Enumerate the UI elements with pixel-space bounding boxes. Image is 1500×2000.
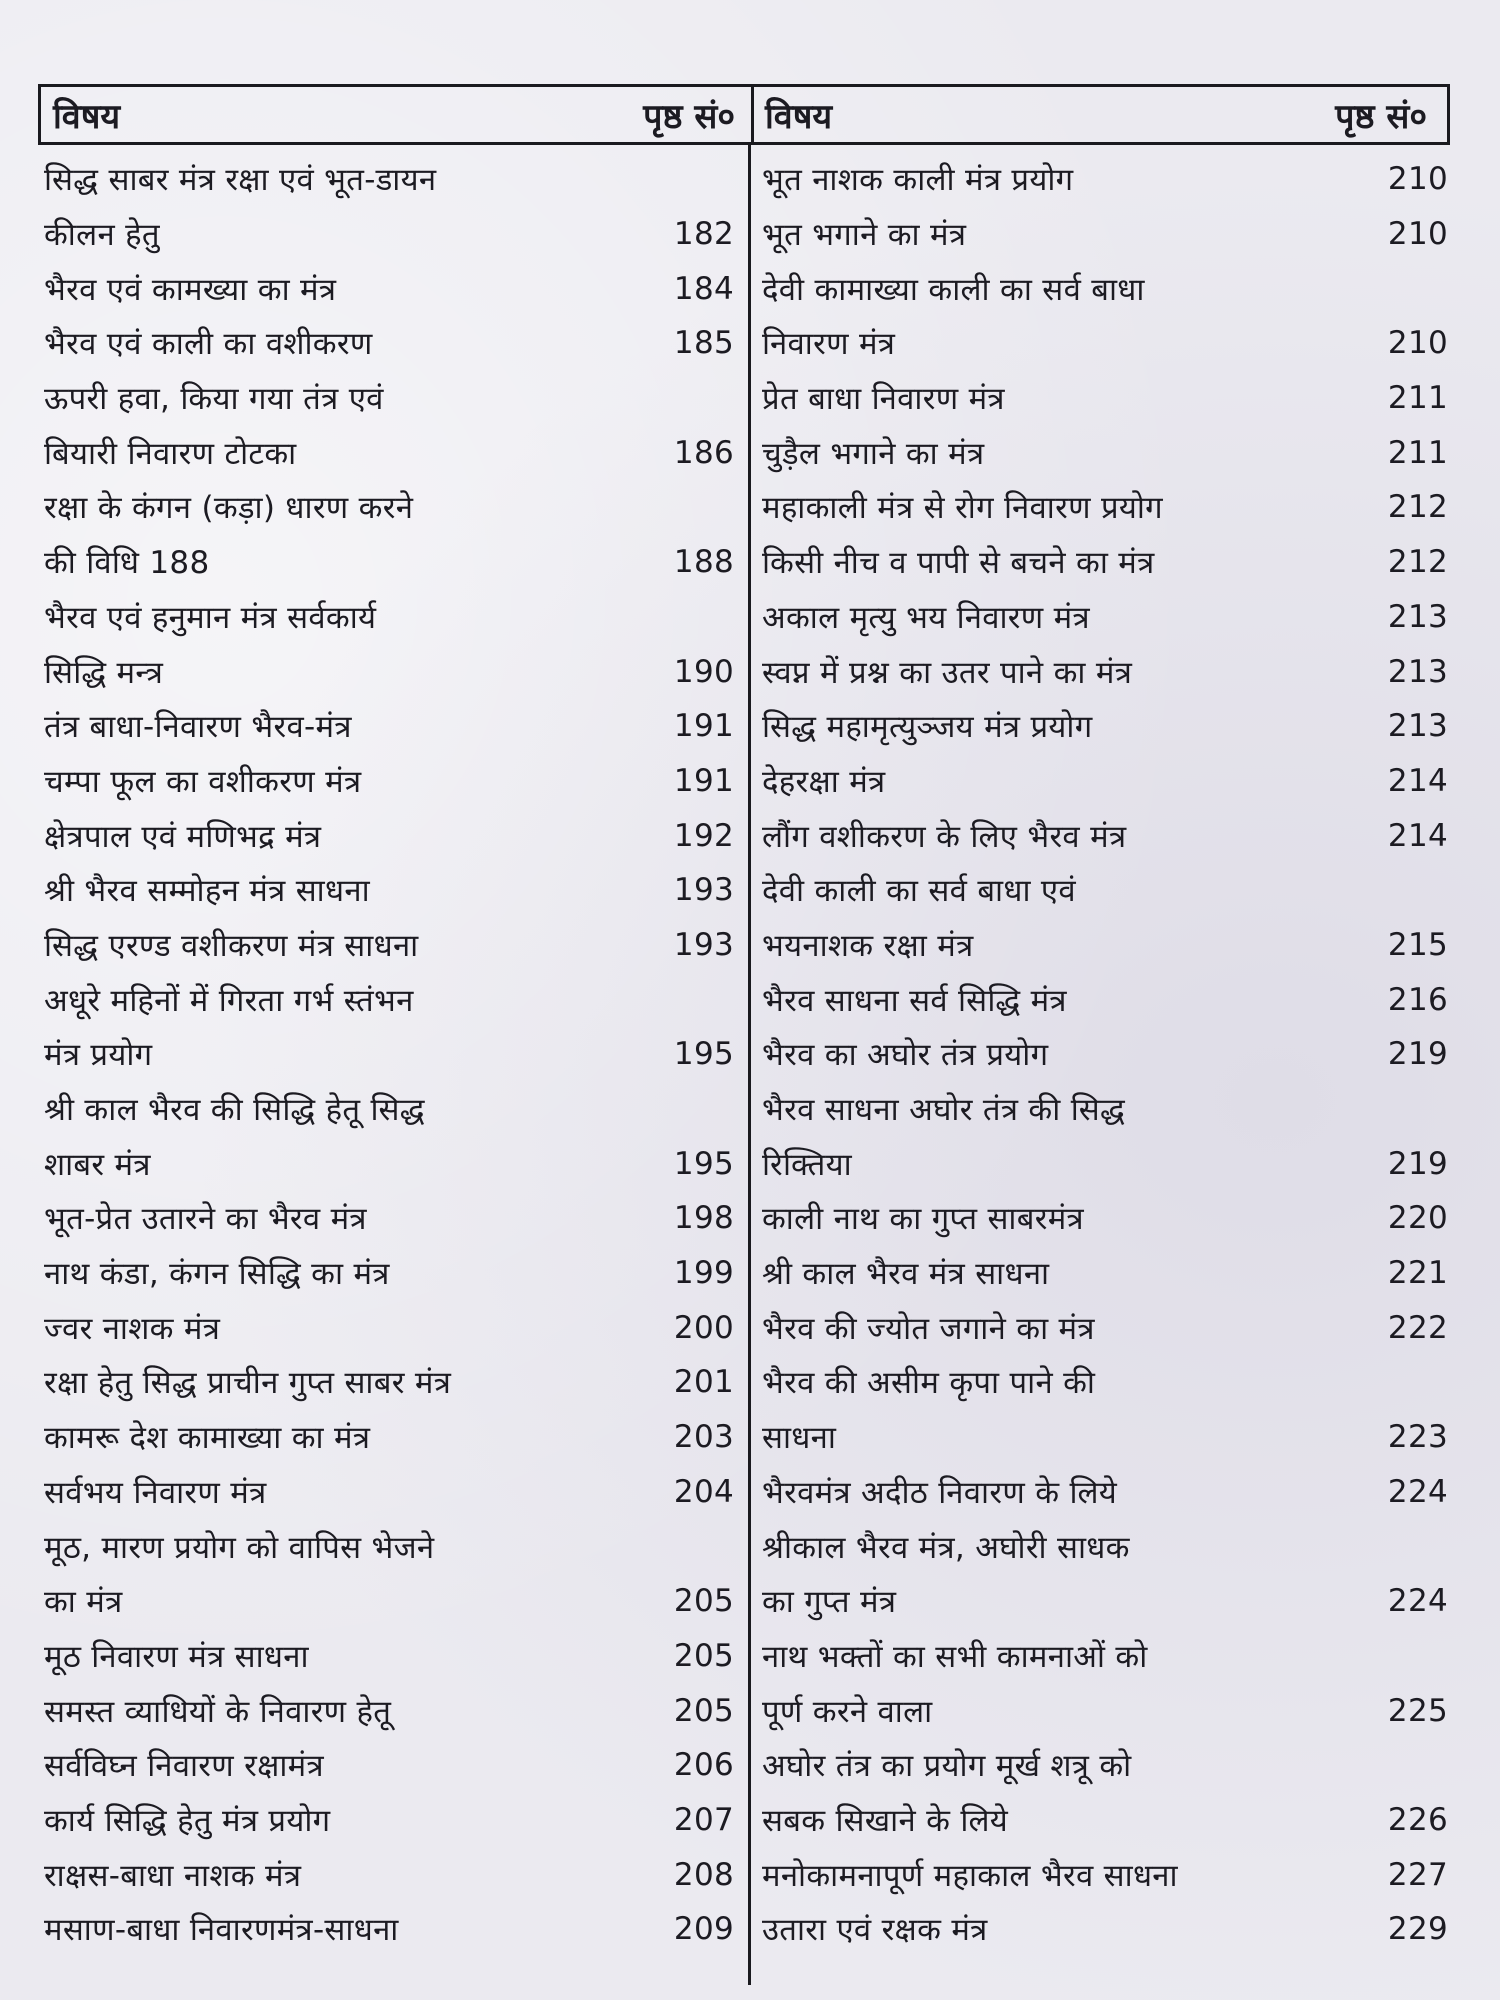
entry-title: नाथ कंडा, कंगन सिद्धि का मंत्र xyxy=(44,1256,390,1293)
index-entry xyxy=(44,316,740,371)
entry-title: कीलन हेतु xyxy=(44,217,160,254)
left-page-heading: पृष्ठ सं० xyxy=(643,96,735,137)
entry-title: रक्षा के कंगन (कड़ा) धारण करने xyxy=(44,490,414,527)
index-entry xyxy=(762,1465,1452,1520)
entry-page-number: 222 xyxy=(1387,1309,1448,1346)
entry-title: भैरव साधना अघोर तंत्र की सिद्ध xyxy=(762,1092,1126,1129)
entry-title: मनोकामनापूर्ण महाकाल भैरव साधना xyxy=(762,1857,1178,1894)
index-entry xyxy=(44,1847,740,1902)
right-subject-heading: विषय xyxy=(765,96,833,137)
entry-title: का मंत्र xyxy=(44,1584,123,1621)
entry-page-number: 182 xyxy=(673,216,734,253)
index-entry xyxy=(44,972,740,1027)
entry-title: चम्पा फूल का वशीकरण मंत्र xyxy=(44,763,362,800)
entry-page-number: 193 xyxy=(673,926,734,963)
index-entry xyxy=(44,535,740,590)
entry-page-number: 185 xyxy=(673,325,734,362)
index-entry xyxy=(762,1191,1452,1246)
index-entry xyxy=(44,261,740,316)
index-entry xyxy=(762,808,1452,863)
index-entry xyxy=(762,1519,1452,1574)
entry-title: श्री काल भैरव मंत्र साधना xyxy=(762,1256,1050,1293)
index-entry xyxy=(762,480,1452,535)
index-entry xyxy=(762,699,1452,754)
index-entry xyxy=(44,480,740,535)
entry-page-number: 198 xyxy=(673,1200,734,1237)
right-header xyxy=(753,87,1447,142)
entry-page-number: 199 xyxy=(673,1255,734,1292)
index-entry xyxy=(762,863,1452,918)
entry-title: लौंग वशीकरण के लिए भैरव मंत्र xyxy=(762,818,1127,855)
entry-page-number: 211 xyxy=(1387,434,1448,471)
index-entry xyxy=(762,1300,1452,1355)
entry-page-number: 191 xyxy=(673,762,734,799)
entry-title: रिक्तिया xyxy=(762,1146,852,1183)
index-entry xyxy=(44,1355,740,1410)
entry-title: रक्षा हेतु सिद्ध प्राचीन गुप्त साबर मंत्र xyxy=(44,1365,452,1402)
entry-page-number: 191 xyxy=(673,708,734,745)
index-entry xyxy=(762,590,1452,645)
index-entry xyxy=(44,590,740,645)
entry-title: बियारी निवारण टोटका xyxy=(44,435,297,472)
entry-title: तंत्र बाधा-निवारण भैरव-मंत्र xyxy=(44,709,352,746)
index-entry xyxy=(44,1191,740,1246)
entry-title: मसाण-बाधा निवारणमंत्र-साधना xyxy=(44,1912,399,1949)
entry-page-number: 200 xyxy=(673,1309,734,1346)
entry-title: ऊपरी हवा, किया गया तंत्र एवं xyxy=(44,381,384,418)
entry-title: देवी कामाख्या काली का सर्व बाधा xyxy=(762,271,1145,308)
entry-page-number: 219 xyxy=(1387,1036,1448,1073)
entry-page-number: 213 xyxy=(1387,598,1448,635)
index-entry xyxy=(44,1793,740,1848)
entry-title: सिद्ध साबर मंत्र रक्षा एवं भूत-डायन xyxy=(44,162,437,199)
index-entry xyxy=(44,1519,740,1574)
entry-page-number: 227 xyxy=(1387,1856,1448,1893)
index-entry xyxy=(762,1629,1452,1684)
entry-page-number: 215 xyxy=(1387,926,1448,963)
entry-page-number: 195 xyxy=(673,1036,734,1073)
index-entry xyxy=(44,1082,740,1137)
entry-title: निवारण मंत्र xyxy=(762,326,896,363)
entry-title: की विधि 188 xyxy=(44,545,210,582)
entry-title: काली नाथ का गुप्त साबरमंत्र xyxy=(762,1201,1084,1238)
index-entry xyxy=(762,1847,1452,1902)
entry-page-number: 206 xyxy=(673,1747,734,1784)
entry-title: ज्वर नाशक मंत्र xyxy=(44,1310,221,1347)
index-entry xyxy=(762,371,1452,426)
left-header xyxy=(41,87,753,142)
entry-title: देवी काली का सर्व बाधा एवं xyxy=(762,873,1076,910)
entry-page-number: 219 xyxy=(1387,1145,1448,1182)
left-index-column xyxy=(44,152,740,1957)
index-entry xyxy=(762,1355,1452,1410)
entry-title: नाथ भक्तों का सभी कामनाओं को xyxy=(762,1638,1148,1675)
column-divider xyxy=(748,145,751,1985)
entry-title: मूठ निवारण मंत्र साधना xyxy=(44,1638,309,1675)
entry-page-number: 224 xyxy=(1387,1583,1448,1620)
entry-page-number: 203 xyxy=(673,1419,734,1456)
entry-title: भैरव एवं काली का वशीकरण xyxy=(44,326,373,363)
index-entry xyxy=(44,1738,740,1793)
entry-title: भैरव की असीम कृपा पाने की xyxy=(762,1365,1096,1402)
index-entry xyxy=(44,425,740,480)
entry-title: सर्वभय निवारण मंत्र xyxy=(44,1474,267,1511)
index-entry xyxy=(762,1136,1452,1191)
entry-title: सिद्ध एरण्ड वशीकरण मंत्र साधना xyxy=(44,927,419,964)
entry-page-number: 223 xyxy=(1387,1419,1448,1456)
entry-title: चुड़ैल भगाने का मंत्र xyxy=(762,435,985,472)
entry-page-number: 195 xyxy=(673,1145,734,1182)
entry-page-number: 214 xyxy=(1387,762,1448,799)
index-entry xyxy=(762,425,1452,480)
index-entry xyxy=(44,1902,740,1957)
entry-page-number: 211 xyxy=(1387,380,1448,417)
entry-page-number: 221 xyxy=(1387,1255,1448,1292)
entry-page-number: 192 xyxy=(673,817,734,854)
entry-title: समस्त व्याधियों के निवारण हेतू xyxy=(44,1693,392,1730)
entry-page-number: 225 xyxy=(1387,1692,1448,1729)
index-entry xyxy=(44,1465,740,1520)
entry-title: सिद्ध महामृत्युञ्जय मंत्र प्रयोग xyxy=(762,709,1093,746)
entry-page-number: 216 xyxy=(1387,981,1448,1018)
entry-page-number: 210 xyxy=(1387,325,1448,362)
entry-title: भैरव का अघोर तंत्र प्रयोग xyxy=(762,1037,1049,1074)
index-entry xyxy=(44,1246,740,1301)
index-entry xyxy=(44,863,740,918)
entry-page-number: 188 xyxy=(673,544,734,581)
index-entry xyxy=(762,1683,1452,1738)
entry-title: उतारा एवं रक्षक मंत्र xyxy=(762,1912,988,1949)
index-entry xyxy=(762,535,1452,590)
right-page-heading: पृष्ठ सं० xyxy=(1335,96,1427,137)
entry-title: सर्वविघ्न निवारण रक्षामंत्र xyxy=(44,1748,324,1785)
entry-page-number: 212 xyxy=(1387,489,1448,526)
index-entry xyxy=(762,754,1452,809)
index-entry xyxy=(762,1027,1452,1082)
entry-page-number: 205 xyxy=(673,1692,734,1729)
entry-page-number: 212 xyxy=(1387,544,1448,581)
entry-page-number: 226 xyxy=(1387,1801,1448,1838)
entry-page-number: 205 xyxy=(673,1583,734,1620)
index-entry xyxy=(44,1574,740,1629)
index-entry xyxy=(44,699,740,754)
entry-title: कार्य सिद्धि हेतु मंत्र प्रयोग xyxy=(44,1802,331,1839)
index-entry xyxy=(762,1082,1452,1137)
index-entry xyxy=(44,1410,740,1465)
entry-title: अधूरे महिनों में गिरता गर्भ स्तंभन xyxy=(44,982,414,1019)
right-index-column xyxy=(762,152,1452,1957)
entry-title: भैरव एवं कामख्या का मंत्र xyxy=(44,271,337,308)
entry-page-number: 186 xyxy=(673,434,734,471)
entry-page-number: 220 xyxy=(1387,1200,1448,1237)
entry-page-number: 190 xyxy=(673,653,734,690)
entry-title: श्री भैरव सम्मोहन मंत्र साधना xyxy=(44,873,370,910)
entry-title: मूठ, मारण प्रयोग को वापिस भेजने xyxy=(44,1529,435,1566)
entry-title: शाबर मंत्र xyxy=(44,1146,151,1183)
index-entry xyxy=(762,644,1452,699)
index-entry xyxy=(44,644,740,699)
entry-title: भयनाशक रक्षा मंत्र xyxy=(762,927,974,964)
index-entry xyxy=(762,152,1452,207)
entry-title: श्रीकाल भैरव मंत्र, अघोरी साधक xyxy=(762,1529,1130,1566)
index-entry xyxy=(44,1136,740,1191)
index-entry xyxy=(44,808,740,863)
entry-title: कामरू देश कामाख्या का मंत्र xyxy=(44,1420,371,1457)
entry-title: देहरक्षा मंत्र xyxy=(762,763,886,800)
index-entry xyxy=(44,1629,740,1684)
entry-page-number: 213 xyxy=(1387,708,1448,745)
entry-title: का गुप्त मंत्र xyxy=(762,1584,897,1621)
index-entry xyxy=(44,371,740,426)
entry-page-number: 208 xyxy=(673,1856,734,1893)
index-entry xyxy=(44,1300,740,1355)
entry-title: राक्षस-बाधा नाशक मंत्र xyxy=(44,1857,302,1894)
entry-title: भैरव की ज्योत जगाने का मंत्र xyxy=(762,1310,1095,1347)
entry-title: भैरव साधना सर्व सिद्धि मंत्र xyxy=(762,982,1067,1019)
entry-page-number: 214 xyxy=(1387,817,1448,854)
entry-page-number: 193 xyxy=(673,872,734,909)
index-entry xyxy=(44,754,740,809)
left-subject-heading: विषय xyxy=(53,96,121,137)
entry-title: सबक सिखाने के लिये xyxy=(762,1802,1009,1839)
index-entry xyxy=(762,207,1452,262)
entry-page-number: 184 xyxy=(673,270,734,307)
entry-title: भैरव एवं हनुमान मंत्र सर्वकार्य xyxy=(44,599,377,636)
entry-page-number: 205 xyxy=(673,1637,734,1674)
index-entry xyxy=(762,1793,1452,1848)
entry-title: भूत भगाने का मंत्र xyxy=(762,217,967,254)
index-entry xyxy=(762,1902,1452,1957)
entry-title: क्षेत्रपाल एवं मणिभद्र मंत्र xyxy=(44,818,322,855)
entry-title: भूत-प्रेत उतारने का भैरव मंत्र xyxy=(44,1201,367,1238)
entry-title: स्वप्न में प्रश्न का उतर पाने का मंत्र xyxy=(762,654,1133,691)
entry-title: साधना xyxy=(762,1420,837,1457)
entry-page-number: 209 xyxy=(673,1911,734,1948)
entry-title: सिद्धि मन्त्र xyxy=(44,654,164,691)
index-entry xyxy=(762,1738,1452,1793)
entry-title: भैरवमंत्र अदीठ निवारण के लिये xyxy=(762,1474,1118,1511)
index-entry xyxy=(762,1410,1452,1465)
index-entry xyxy=(762,1246,1452,1301)
entry-title: महाकाली मंत्र से रोग निवारण प्रयोग xyxy=(762,490,1163,527)
entry-title: किसी नीच व पापी से बचने का मंत्र xyxy=(762,545,1155,582)
index-entry xyxy=(44,918,740,973)
entry-title: अकाल मृत्यु भय निवारण मंत्र xyxy=(762,599,1090,636)
entry-title: अघोर तंत्र का प्रयोग मूर्ख शत्रू को xyxy=(762,1748,1132,1785)
entry-page-number: 210 xyxy=(1387,216,1448,253)
entry-page-number: 201 xyxy=(673,1364,734,1401)
entry-page-number: 229 xyxy=(1387,1911,1448,1948)
entry-page-number: 224 xyxy=(1387,1473,1448,1510)
index-entry xyxy=(44,152,740,207)
index-entry xyxy=(762,972,1452,1027)
index-entry xyxy=(762,1574,1452,1629)
table-header xyxy=(38,84,1450,145)
index-entry xyxy=(762,316,1452,371)
index-entry xyxy=(44,1027,740,1082)
entry-page-number: 213 xyxy=(1387,653,1448,690)
index-entry xyxy=(44,207,740,262)
entry-page-number: 204 xyxy=(673,1473,734,1510)
entry-title: श्री काल भैरव की सिद्धि हेतू सिद्ध xyxy=(44,1092,425,1129)
entry-page-number: 207 xyxy=(673,1801,734,1838)
entry-title: प्रेत बाधा निवारण मंत्र xyxy=(762,381,1005,418)
index-entry xyxy=(762,261,1452,316)
entry-title: पूर्ण करने वाला xyxy=(762,1693,933,1730)
entry-title: मंत्र प्रयोग xyxy=(44,1037,153,1074)
index-entry xyxy=(762,918,1452,973)
index-entry xyxy=(44,1683,740,1738)
entry-page-number: 210 xyxy=(1387,161,1448,198)
entry-title: भूत नाशक काली मंत्र प्रयोग xyxy=(762,162,1074,199)
